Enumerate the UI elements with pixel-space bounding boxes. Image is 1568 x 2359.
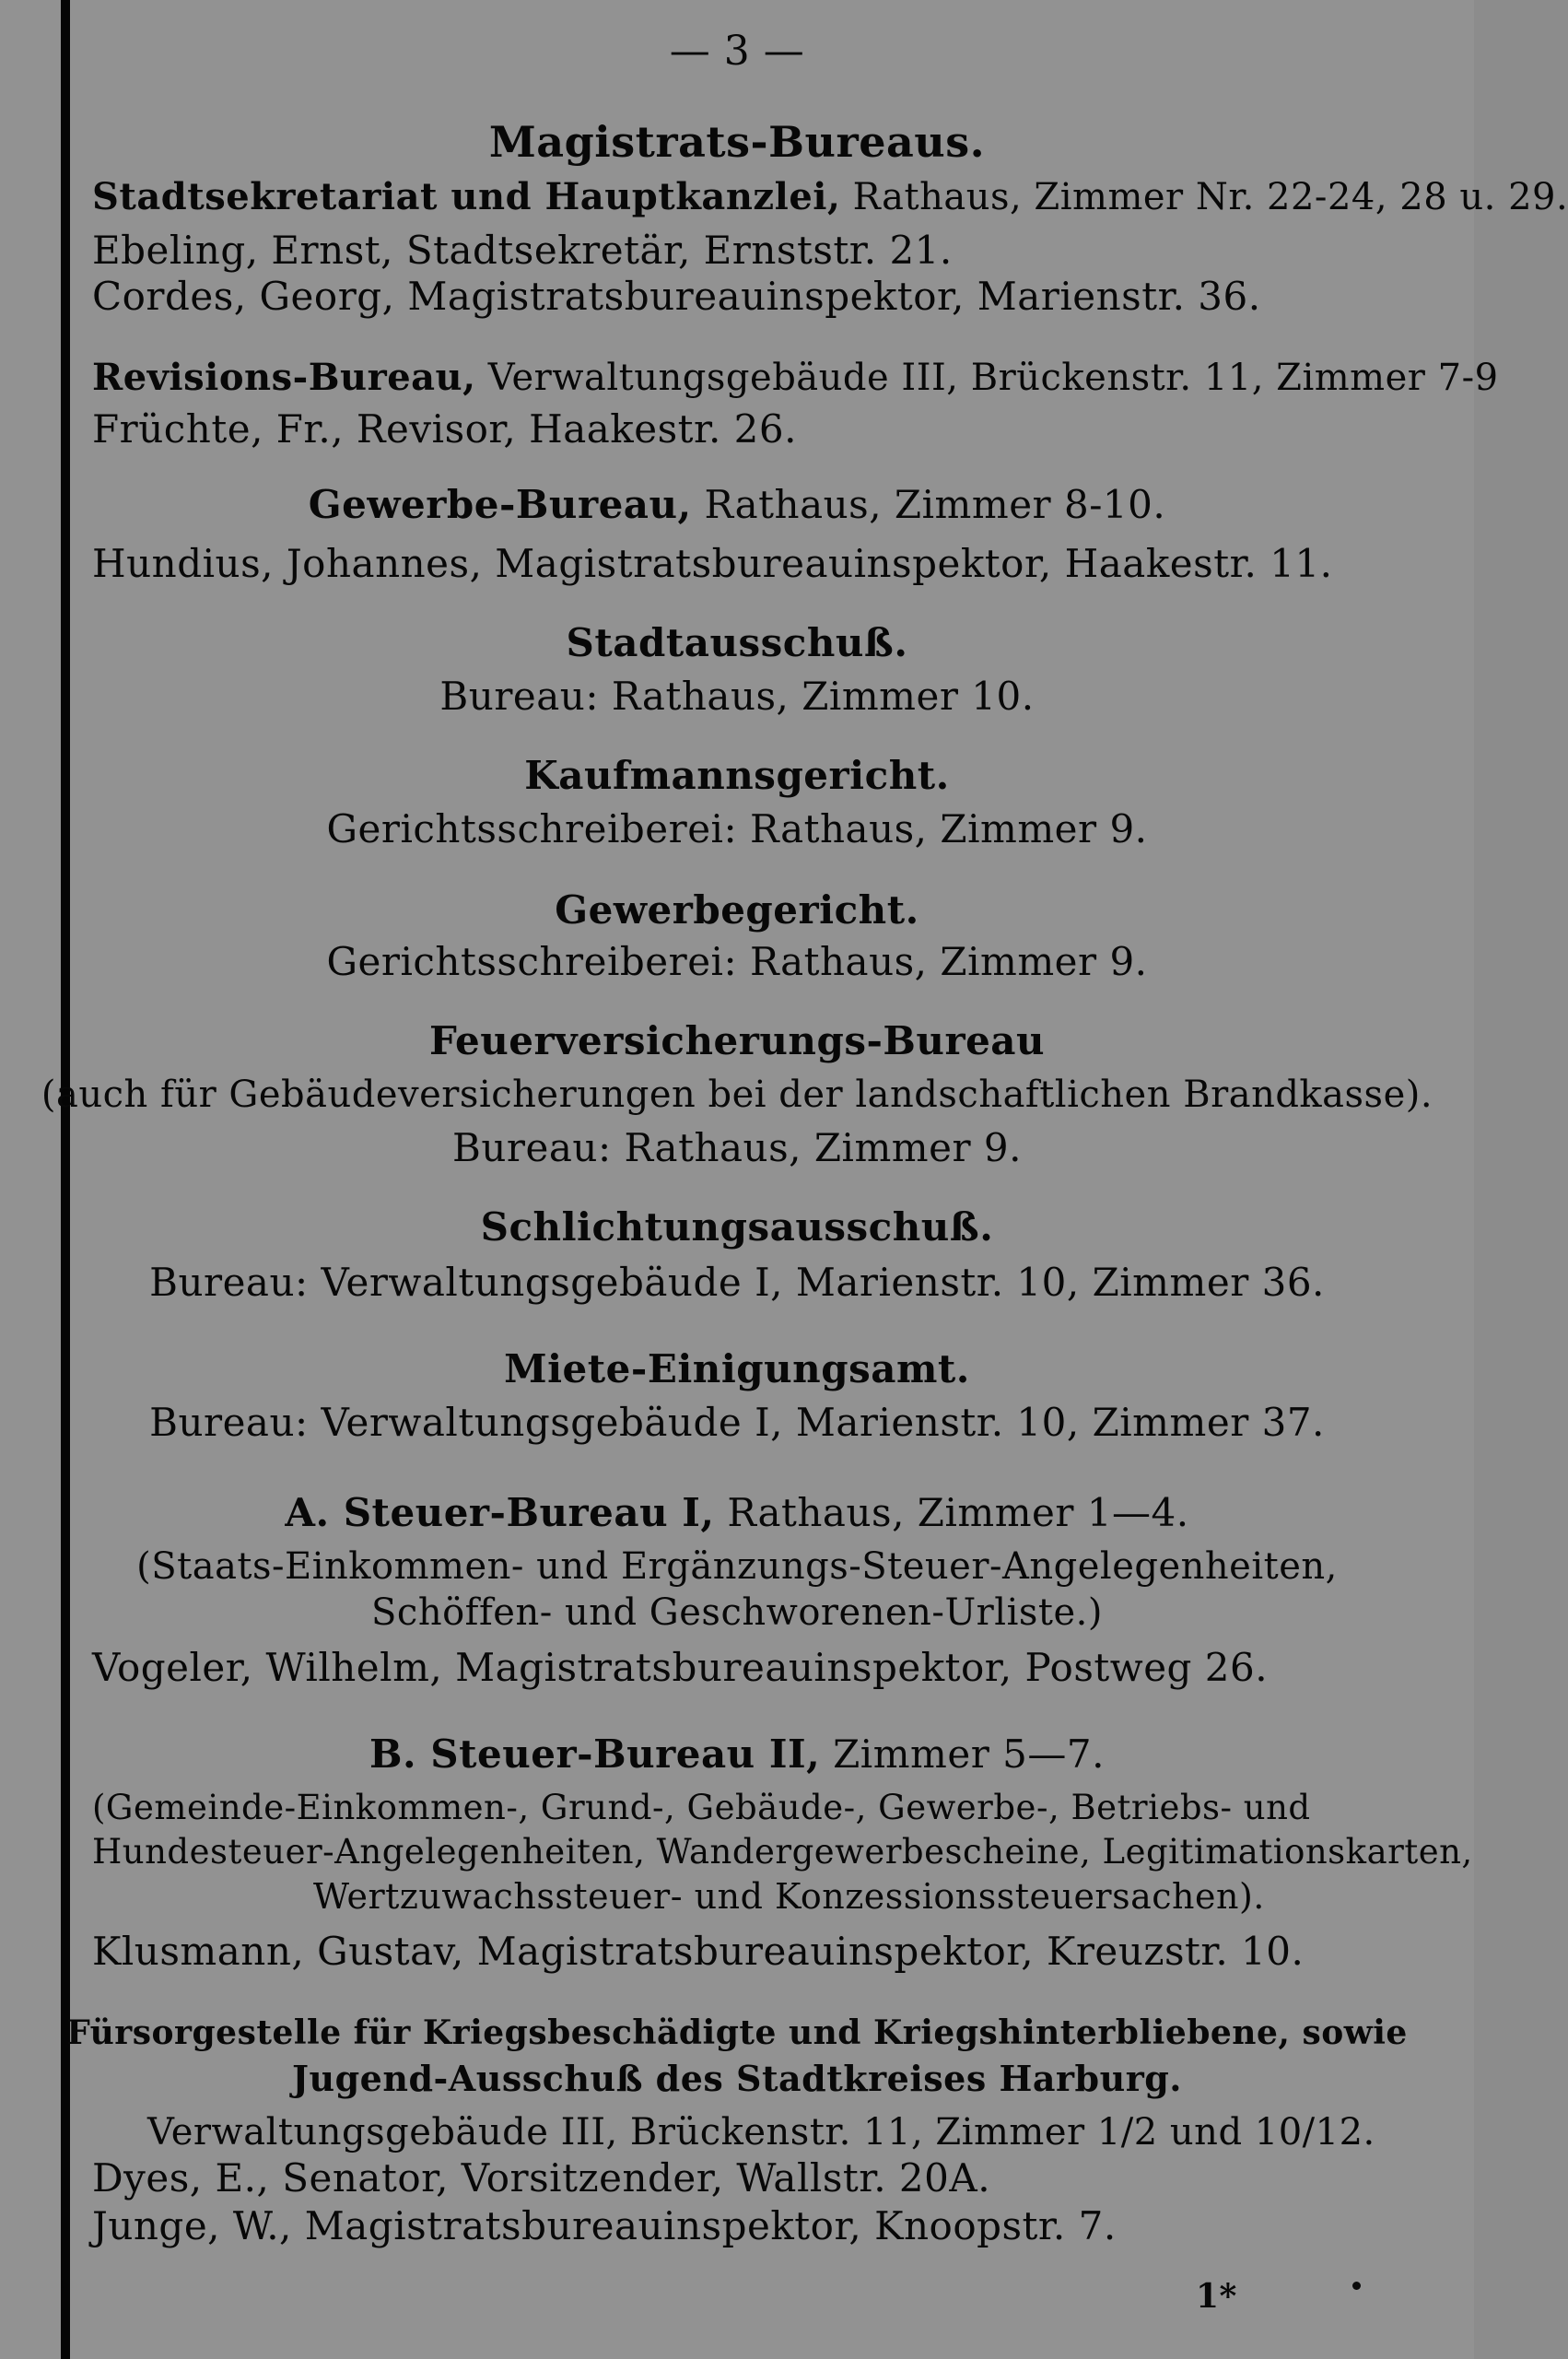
stadtausschuss-bureau: Bureau: Rathaus, Zimmer 10.: [439, 674, 1035, 719]
kaufmannsgericht-office: Gerichtsschreiberei: Rathaus, Zimmer 9.: [326, 806, 1148, 851]
section-heading-fuersorge-1: Fürsorgestelle für Kriegsbeschädigte und Kriegshinterbliebene, sowie: [66, 2013, 1408, 2052]
section-heading-kaufmannsgericht: Kaufmannsgericht.: [524, 753, 950, 798]
steuer-bureau-a-label: Steuer-Bureau I,: [343, 1490, 715, 1535]
ink-dot: [1352, 2282, 1361, 2290]
steuer-bureau-a-prefix: A.: [285, 1490, 344, 1535]
feuerversicherung-note: (auch für Gebäudeversicherungen bei der landschaftlichen Brandkasse).: [41, 1074, 1433, 1116]
section-heading-magistrat: Magistrats-Bureaus.: [488, 117, 986, 167]
steuer-bureau-b-line: [0, 1731, 1474, 1778]
entry-cordes: Cordes, Georg, Magistratsbureauinspektor, Marienstr. 36.: [92, 274, 1261, 319]
steuer-bureau-b-location: Zimmer 5—7.: [820, 1731, 1105, 1777]
gewerbe-bureau-line: [0, 481, 1474, 529]
schlichtung-bureau: Bureau: Verwaltungsgebäude I, Marienstr. 10, Zimmer 36.: [149, 1260, 1325, 1305]
steuer-bureau-b-note-2: Hundesteuer-Angelegenheiten, Wandergewerbescheine, Legitimationskarten,: [92, 1832, 1473, 1872]
signature-mark: 1*: [1196, 2277, 1237, 2316]
section-heading-stadtausschuss: Stadtausschuß.: [566, 620, 908, 665]
entry-vogeler: Vogeler, Wilhelm, Magistratsbureauinspektor, Postweg 26.: [92, 1645, 1269, 1690]
mieteinigung-bureau: Bureau: Verwaltungsgebäude I, Marienstr. 10, Zimmer 37.: [149, 1400, 1325, 1445]
revision-label: Revisions-Bureau,: [92, 356, 476, 399]
entry-fruechte: Früchte, Fr., Revisor, Haakestr. 26.: [92, 406, 797, 452]
revision-location: Verwaltungsgebäude III, Brückenstr. 11, Zimmer 7-9: [475, 357, 1499, 399]
feuerversicherung-bureau: Bureau: Rathaus, Zimmer 9.: [452, 1125, 1022, 1170]
section-heading-gewerbegericht: Gewerbegericht.: [555, 887, 919, 933]
stadtsekretariat-label: Stadtsekretariat und Hauptkanzlei,: [92, 175, 841, 218]
gewerbe-bureau-label: Gewerbe-Bureau,: [308, 482, 692, 527]
section-heading-feuerversicherung: Feuerversicherungs-Bureau: [428, 1018, 1046, 1063]
entry-hundius: Hundius, Johannes, Magistratsbureauinspektor, Haakestr. 11.: [92, 541, 1333, 586]
fuersorge-location: Verwaltungsgebäude III, Brückenstr. 11, Zimmer 1/2 und 10/12.: [147, 2111, 1375, 2154]
section-heading-fuersorge-2: Jugend-Ausschuß des Stadtkreises Harburg.: [291, 2058, 1183, 2099]
binding-edge-rule: [61, 0, 70, 2359]
steuer-bureau-a-line: [0, 1489, 1474, 1537]
steuer-bureau-a-location: Rathaus, Zimmer 1—4.: [714, 1490, 1189, 1535]
entry-klusmann: Klusmann, Gustav, Magistratsbureauinspektor, Kreuzstr. 10.: [92, 1929, 1305, 1974]
section-heading-mieteinigung: Miete-Einigungsamt.: [504, 1346, 970, 1391]
stadtsekretariat-line: [92, 173, 1568, 221]
revision-line: [92, 354, 1499, 402]
entry-dyes: Dyes, E., Senator, Vorsitzender, Wallstr. 20A.: [92, 2155, 991, 2201]
gewerbegericht-office: Gerichtsschreiberei: Rathaus, Zimmer 9.: [326, 939, 1148, 984]
steuer-bureau-b-label: Steuer-Bureau II,: [430, 1731, 821, 1777]
page-number: — 3 —: [669, 28, 805, 75]
steuer-bureau-a-note-1: (Staats-Einkommen- und Ergänzungs-Steuer-Angelegenheiten,: [136, 1545, 1338, 1588]
gewerbe-bureau-location: Rathaus, Zimmer 8-10.: [691, 482, 1166, 527]
stadtsekretariat-location: Rathaus, Zimmer Nr. 22-24, 28 u. 29.: [840, 176, 1568, 218]
steuer-bureau-b-note-3: Wertzuwachssteuer- und Konzessionssteuersachen).: [313, 1876, 1265, 1917]
steuer-bureau-b-prefix: B.: [369, 1731, 431, 1777]
entry-ebeling: Ebeling, Ernst, Stadtsekretär, Ernststr. 21.: [92, 228, 953, 273]
section-heading-schlichtung: Schlichtungsausschuß.: [480, 1204, 994, 1250]
entry-junge: Junge, W., Magistratsbureauinspektor, Knoopstr. 7.: [92, 2203, 1117, 2248]
steuer-bureau-b-note-1: (Gemeinde-Einkommen-, Grund-, Gebäude-, Gewerbe-, Betriebs- und: [92, 1788, 1311, 1827]
steuer-bureau-a-note-2: Schöffen- und Geschworenen-Urliste.): [371, 1591, 1103, 1634]
